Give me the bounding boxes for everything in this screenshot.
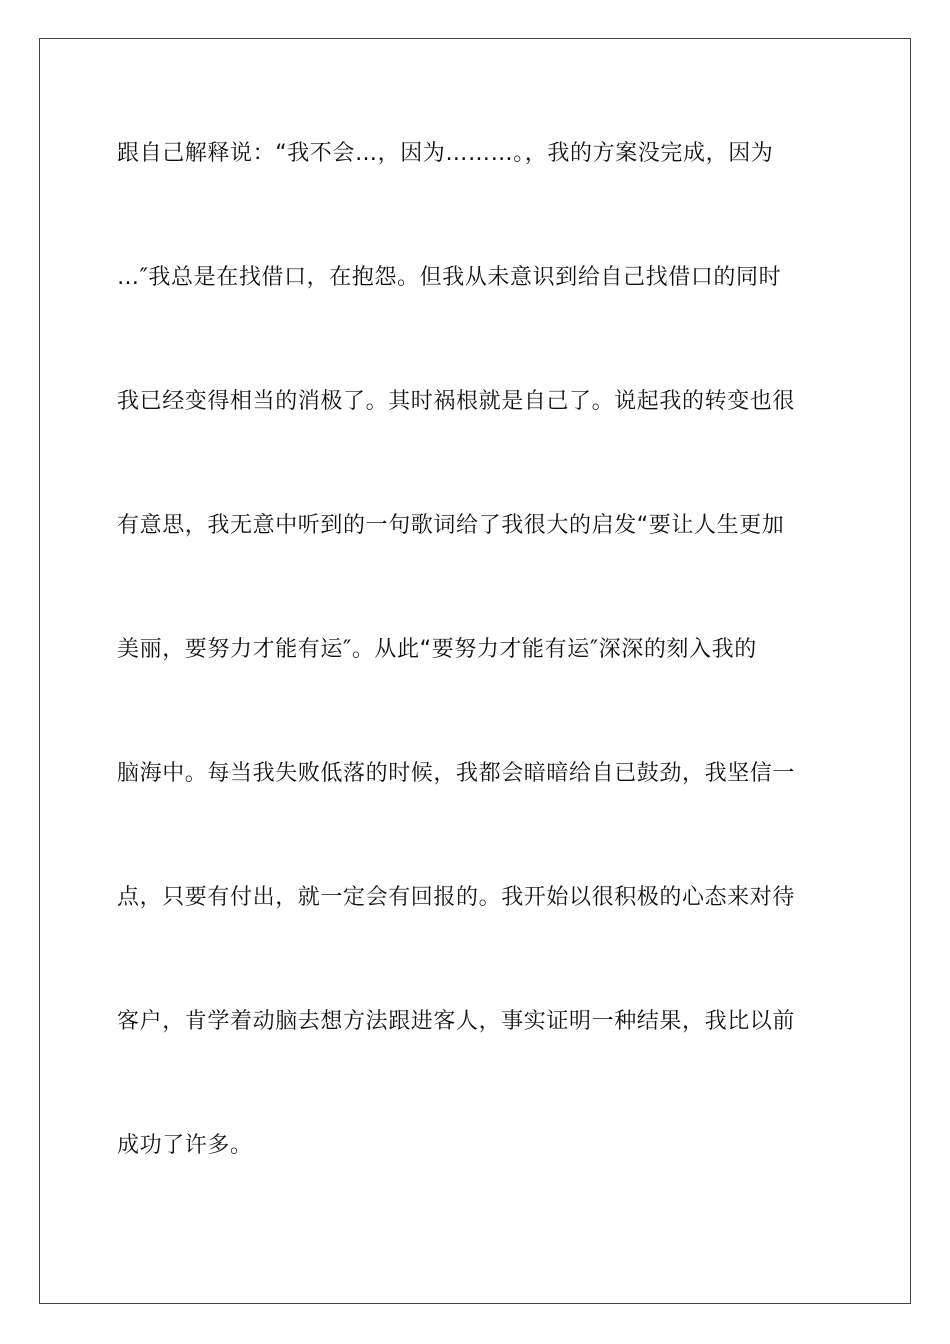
paragraph-line-9: 成功了许多。 — [117, 1133, 253, 1158]
paragraph-line-3: 我已经变得相当的消极了。其时祸根就是自己了。说起我的转变也很 — [117, 389, 796, 414]
paragraph-line-8: 客户，肯学着动脑去想方法跟进客人，事实证明一种结果，我比以前 — [117, 1009, 796, 1034]
paragraph-line-2: …″我总是在找借口，在抱怨。但我从未意识到给自己找借口的同时 — [117, 265, 782, 290]
paragraph-line-1: 跟自己解释说：“我不会…，因为………。，我的方案没完成，因为 — [117, 141, 774, 166]
paragraph-line-4: 有意思，我无意中听到的一句歌词给了我很大的启发“要让人生更加 — [117, 513, 785, 538]
document-body — [117, 128, 837, 1244]
paragraph-line-7: 点，只要有付出，就一定会有回报的。我开始以很积极的心态来对待 — [117, 885, 796, 910]
paragraph-line-6: 脑海中。每当我失败低落的时候，我都会暗暗给自已鼓劲，我坚信一 — [117, 761, 796, 786]
paragraph-line-5: 美丽，要努力才能有运″。从此“要努力才能有运″深深的刻入我的 — [117, 637, 757, 662]
